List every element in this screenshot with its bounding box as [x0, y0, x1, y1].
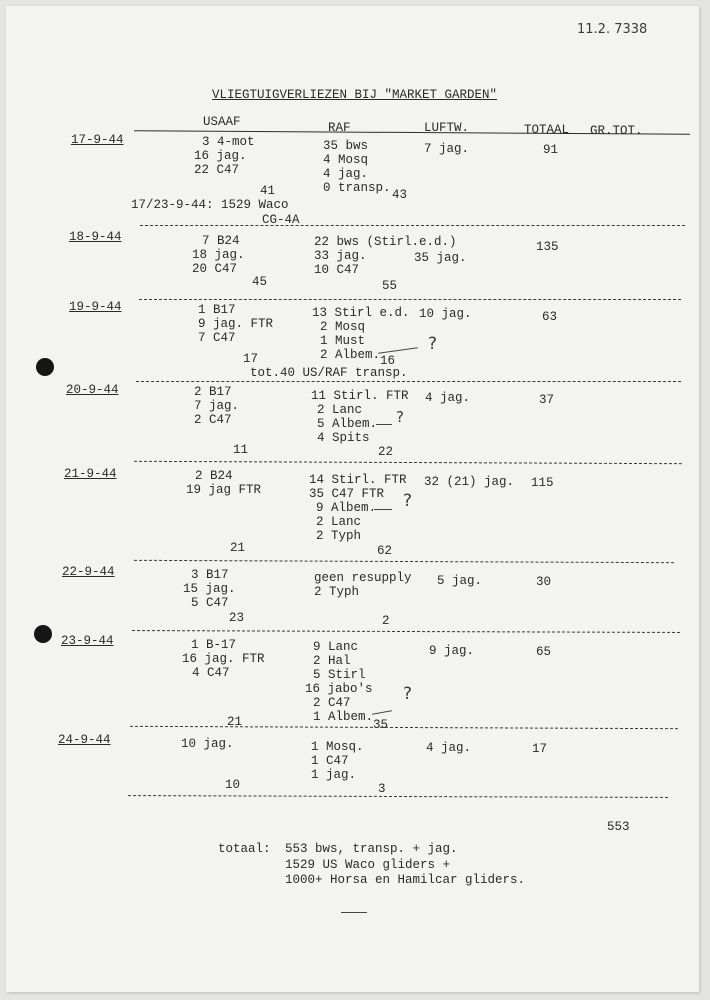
- date-label: 24-9-44: [58, 733, 111, 747]
- col-header-usaaf: USAAF: [203, 115, 241, 129]
- query-mark: ?: [403, 684, 413, 704]
- date-label: 20-9-44: [66, 383, 119, 397]
- usaaf-entry: 2 B17: [194, 385, 232, 399]
- summary-line: 1000+ Horsa en Hamilcar gliders.: [285, 873, 526, 887]
- day-total: 115: [531, 476, 554, 490]
- day-separator: [128, 795, 668, 798]
- luftw-entry: 35 jag.: [414, 251, 467, 265]
- usaaf-subtotal: 11: [233, 443, 249, 457]
- punch-hole: [34, 625, 52, 643]
- day-total: 37: [539, 393, 555, 407]
- summary-label: totaal:: [218, 842, 271, 856]
- raf-entry: 16 jabo's: [305, 682, 373, 696]
- raf-entry: 35 bws: [323, 139, 369, 153]
- col-header-grtot: GR.TOT.: [590, 124, 643, 138]
- day-separator: [140, 225, 685, 226]
- pen-stroke: [372, 710, 392, 714]
- raf-entry: 2 Hal: [313, 654, 351, 668]
- raf-entry: 2 Albem.: [320, 348, 381, 362]
- col-header-raf: RAF: [328, 121, 351, 135]
- pen-stroke: [378, 347, 418, 354]
- raf-entry: 14 Stirl. FTR: [309, 473, 407, 487]
- raf-entry: 10 C47: [314, 263, 360, 277]
- usaaf-entry: 16 jag.: [194, 149, 247, 163]
- raf-entry: 13 Stirl e.d.: [312, 306, 410, 320]
- pen-stroke: [376, 424, 392, 425]
- day-separator: [134, 560, 674, 563]
- raf-entry: 35 C47 FTR: [309, 487, 385, 501]
- glider-note: 17/23-9-44: 1529 Waco: [131, 198, 289, 212]
- col-header-totaal: TOTAAL: [524, 123, 570, 137]
- usaaf-entry: 16 jag. FTR: [182, 652, 265, 666]
- luftw-entry: 4 jag.: [425, 391, 471, 405]
- raf-subtotal: 16: [380, 354, 396, 368]
- raf-subtotal: 55: [382, 279, 398, 293]
- raf-entry: 5 Albem.: [317, 417, 378, 431]
- usaaf-subtotal: 17: [243, 352, 259, 366]
- raf-entry: 11 Stirl. FTR: [311, 389, 409, 403]
- raf-entry: 22 bws (Stirl.e.d.): [314, 235, 457, 249]
- usaaf-subtotal: 21: [227, 715, 243, 729]
- raf-subtotal: 22: [378, 445, 394, 459]
- day-total: 135: [536, 240, 559, 254]
- raf-entry: 2 C47: [313, 696, 351, 710]
- raf-entry: 9 Albem.: [316, 501, 377, 515]
- pen-stroke: [374, 509, 392, 510]
- usaaf-entry: 10 jag.: [181, 737, 234, 751]
- usaaf-subtotal: 23: [229, 611, 245, 625]
- usaaf-entry: 4 C47: [192, 666, 230, 680]
- usaaf-entry: 19 jag FTR: [186, 483, 262, 497]
- date-label: 18-9-44: [69, 230, 122, 244]
- punch-hole: [36, 358, 54, 376]
- usaaf-subtotal: 45: [252, 275, 268, 289]
- day-separator: [132, 630, 680, 633]
- usaaf-entry: 1 B17: [198, 303, 236, 317]
- raf-entry: 1 Must: [320, 334, 366, 348]
- query-mark: ?: [396, 408, 404, 426]
- page-title: VLIEGTUIGVERLIEZEN BIJ "MARKET GARDEN": [212, 88, 498, 102]
- usaaf-entry: 15 jag.: [183, 582, 236, 596]
- day-separator: [130, 726, 678, 729]
- document-page: [6, 6, 699, 992]
- usaaf-entry: 1 B-17: [191, 638, 237, 652]
- summary-line: 1529 US Waco gliders +: [285, 858, 451, 872]
- luftw-entry: 4 jag.: [426, 741, 472, 755]
- date-label: 22-9-44: [62, 565, 115, 579]
- usaaf-entry: 7 jag.: [194, 399, 240, 413]
- query-mark: ?: [428, 334, 438, 354]
- raf-subtotal: 3: [378, 782, 386, 796]
- usaaf-entry: 3 B17: [191, 568, 229, 582]
- raf-entry: 0 transp.: [323, 181, 391, 195]
- day-total: 63: [542, 310, 558, 324]
- usaaf-entry: 20 C47: [192, 262, 238, 276]
- raf-entry: geen resupply: [314, 571, 412, 585]
- raf-entry: 4 jag.: [323, 167, 369, 181]
- raf-entry: 33 jag.: [314, 249, 367, 263]
- raf-entry: 2 Typh: [316, 529, 362, 543]
- raf-entry: 2 Mosq: [320, 320, 366, 334]
- raf-entry: 1 Albem.: [313, 710, 374, 724]
- raf-subtotal: 62: [377, 544, 393, 558]
- usaaf-subtotal: 41: [260, 184, 276, 198]
- date-label: 17-9-44: [71, 133, 124, 147]
- raf-subtotal: 43: [392, 188, 408, 202]
- raf-entry: 4 Spits: [317, 431, 370, 445]
- luftw-entry: 7 jag.: [424, 142, 470, 156]
- raf-entry: 2 Lanc: [316, 515, 362, 529]
- col-header-luftw: LUFTW.: [424, 121, 470, 135]
- day-separator: [136, 381, 681, 382]
- day-total: 30: [536, 575, 552, 589]
- luftw-entry: 32 (21) jag.: [424, 475, 515, 489]
- usaaf-entry: 5 C47: [191, 596, 229, 610]
- raf-entry: 5 Stirl: [313, 668, 366, 682]
- stray-mark: [341, 912, 367, 913]
- summary-line: 553 bws, transp. + jag.: [285, 842, 458, 856]
- day-total: 65: [536, 645, 552, 659]
- transport-note: tot.40 US/RAF transp.: [250, 366, 408, 380]
- usaaf-entry: 9 jag. FTR: [198, 317, 274, 331]
- usaaf-entry: 18 jag.: [192, 248, 245, 262]
- day-separator: [134, 461, 682, 464]
- usaaf-entry: 7 B24: [202, 234, 240, 248]
- day-separator: [139, 299, 681, 300]
- glider-note-type: CG-4A: [262, 213, 300, 227]
- date-label: 23-9-44: [61, 634, 114, 648]
- day-total: 17: [532, 742, 548, 756]
- archive-ref-number: 11.2. 7338: [577, 22, 648, 37]
- date-label: 21-9-44: [64, 467, 117, 481]
- luftw-entry: 9 jag.: [429, 644, 475, 658]
- usaaf-subtotal: 21: [230, 541, 246, 555]
- luftw-entry: 5 jag.: [437, 574, 483, 588]
- usaaf-entry: 3 4-mot: [202, 135, 255, 149]
- day-total: 91: [543, 143, 559, 157]
- raf-entry: 1 Mosq.: [311, 740, 364, 754]
- usaaf-entry: 7 C47: [198, 331, 236, 345]
- raf-entry: 9 Lanc: [313, 640, 359, 654]
- date-label: 19-9-44: [69, 300, 122, 314]
- luftw-entry: 10 jag.: [419, 307, 472, 321]
- raf-entry: 1 C47: [311, 754, 349, 768]
- usaaf-entry: 22 C47: [194, 163, 240, 177]
- usaaf-subtotal: 10: [225, 778, 241, 792]
- raf-entry: 4 Mosq: [323, 153, 369, 167]
- raf-subtotal: 35: [373, 718, 389, 732]
- grand-total: 553: [607, 820, 630, 834]
- raf-entry: 2 Typh: [314, 585, 360, 599]
- usaaf-entry: 2 B24: [195, 469, 233, 483]
- query-mark: ?: [403, 491, 413, 511]
- raf-entry: 1 jag.: [311, 768, 357, 782]
- raf-subtotal: 2: [382, 614, 390, 628]
- raf-entry: 2 Lanc: [317, 403, 363, 417]
- usaaf-entry: 2 C47: [194, 413, 232, 427]
